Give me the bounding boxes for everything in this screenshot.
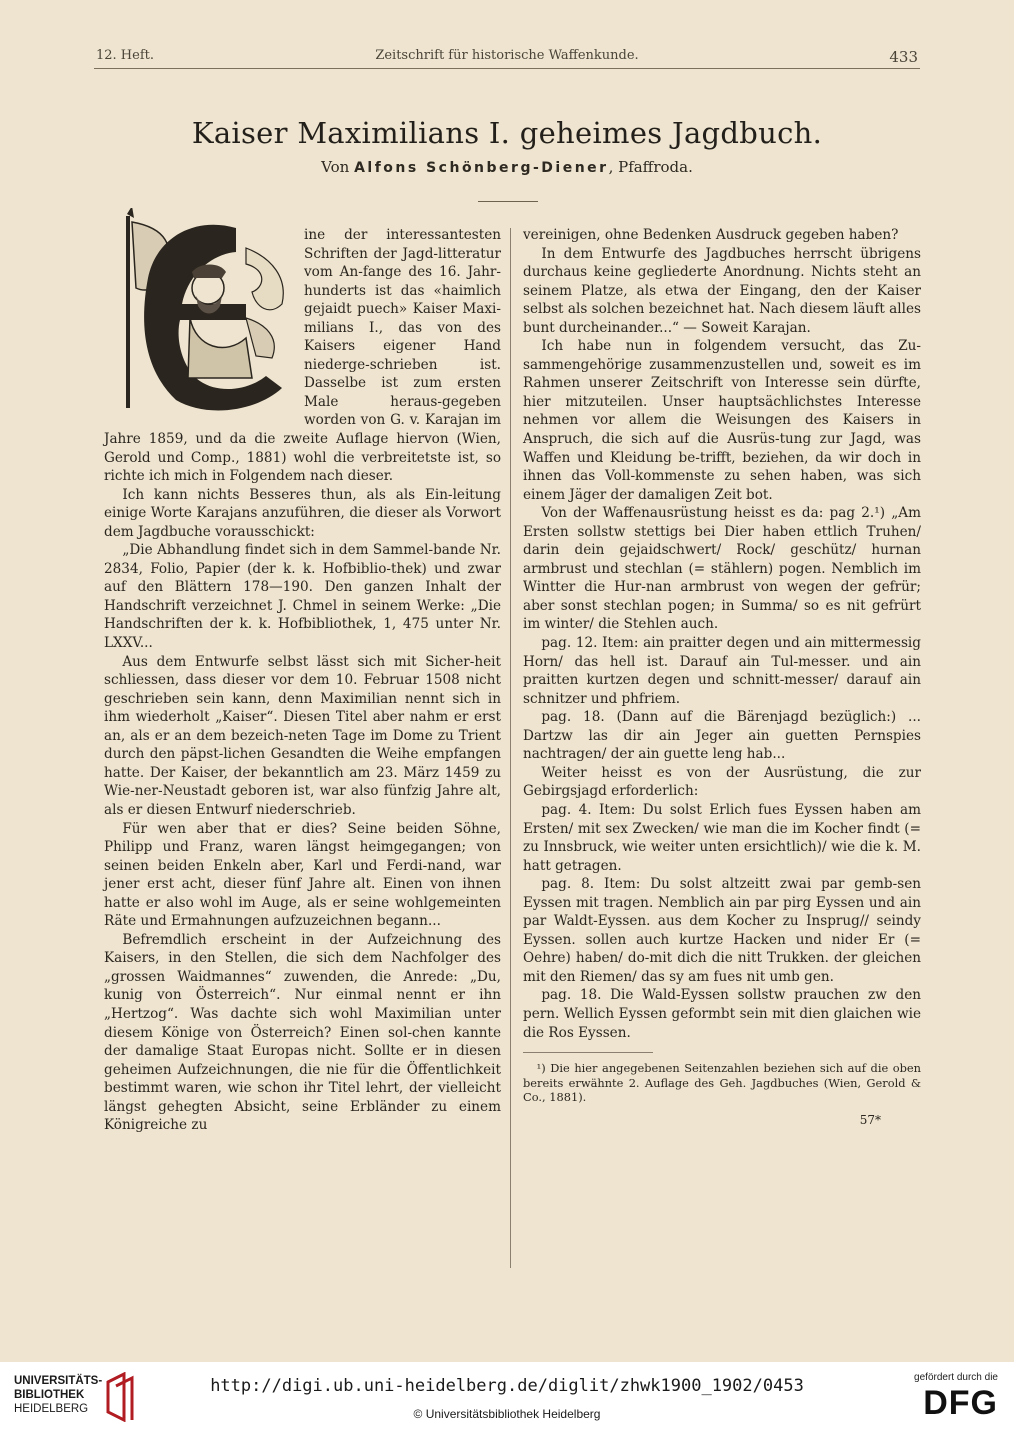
paragraph: pag. 18. Die Wald-Eyssen sollstw prauchen zw den pern. Wellich Eyssen geformbt sein mit dien glaichen wie die Ros Eyssen. [523,987,921,1041]
library-name-line1: UNIVERSITÄTS- [14,1375,103,1387]
paragraph: pag. 18. (Dann auf die Bärenjagd bezüglich:) ... Dartzw las dir ain Jeger ain guetten Pernspies nachtragen/ der ain guette leng hab... [523,709,921,763]
issue-label: 12. Heft. [96,48,155,63]
header-rule [94,68,920,69]
paragraph: Aus dem Entwurfe selbst lässt sich mit Sicher-heit schliessen, dass dieser vor dem 10. Februar 1508 nicht geschrieben sein kann, denn Maximilian nennt sich in ihm wiederholt „Kaiser“. Diesen Titel aber nahm er erst an, als er an dem bezeich-neten Tage im Dome zu Trient durch den päpst-lichen Gesandten die Weihe empfangen hatte. Der Kaiser, der bekanntlich am 23. März 1459 zu Wie-ner-Neustadt geboren ist, war also fünfzig Jahre alt, als er diesen Entwurf niederschrieb. [104,653,501,818]
article-title: Kaiser Maximilians I. geheimes Jagdbuch. [191,116,823,150]
right-column [523,226,921,1129]
paragraph: Für wen aber that er dies? Seine beiden Söhne, Philipp und Franz, waren längst heimgegangen; von seinen beiden Enkeln aber, Karl und Ferdi-nand, war jener erst acht, dieser fünf Jahre alt. Einen von ihnen hatte er also wohl im Auge, als er seine wohlgemeinten Räte und Ermahnungen aufzuzeichnen begann... [104,820,501,930]
paragraph: Ich habe nun in folgendem versucht, das Zu-sammengehörige zusammenzustellen und, soweit es im Rahmen unserer Zeitschrift von Interesse sein dürfte, hier mitzuteilen. Unser hauptsächlichstes Interesse nehmen vor allem die Weisungen des Kaisers in Anspruch, die sich auf die Ausrüs-tung zur Jagd, was Waffen und Kleidung be-trifft, beziehen, da wir doch in ihnen das Voll-kommenste zu sehen haben, was sich einem Jäger der damaligen Zeit bot. [523,338,921,503]
paragraph: pag. 12. Item: ain praitter degen und ain mittermessig Horn/ das hell ist. Darauf ain Tul-messer. und ain praitten kurtzen degen und schnitt-messer/ darauf ain schnitzer und phfriem. [523,635,921,707]
dfg-logo[interactable]: DFG [923,1384,998,1422]
decorated-initial-e-illustration [96,208,294,414]
left-column [104,226,501,1135]
funder-note: gefördert durch die [914,1372,998,1383]
paragraph: In dem Entwurfe des Jagdbuches herrscht übrigens durchaus keine gegliederte Anordnung. Nichts steht an seinem Platze, als etwa der Eingang, den der Kaiser selbst als solchen bezeichnet hat. Nach diesem läuft alles bunt durcheinander...“ — Soweit Karajan. [523,245,921,336]
knight-initial-icon [96,208,294,414]
library-name-line2: BIBLIOTHEK [14,1389,85,1401]
page-number: 433 [889,48,918,66]
paragraph: Befremdlich erscheint in der Aufzeichnung des Kaisers, in den Stellen, die sich dem Nachfolger des „grossen Waidmannes“ zuwenden, die Anrede: „Du, kunig von Österreich“. Nur einmal nennt er ihn „Hertzog“. Was dachte sich wohl Maximilian unter diesem Könige von Österreich? Einen sol-chen kannte der damalige Staat Europas nicht. Sollte er in diesen geheimen Aufzeichnungen, die nie für die Öffentlichkeit bestimmt waren, wie schon ihr Titel lehrt, der vielleicht längst gehegten Absicht, seine Erbländer zu einem Königreiche zu [104,931,501,1134]
permalink-url[interactable]: http://digi.ub.uni-heidelberg.de/diglit/zhwk1900_1902/0453 [210,1376,804,1396]
paragraph: Von der Waffenausrüstung heisst es da: pag 2.¹) „Am Ersten sollstw stettigs bei Dier haben ettlich Truhen/ darin dein gejaidschwert/ Rock/ geschütz/ hurnan armbrust und stechlan (= stählern) pogen. Nemblich im Wintter die Hur-nan armbrust von wegen der gefrür; aber sonst stechlan pogen; in Summa/ so es nit gefrürt im winter/ die Stehlen auch. [523,505,921,633]
column-divider [510,228,511,1268]
byline-prefix: Von [321,158,350,176]
paragraph: ine der interessantesten Schriften der Jagd-litteratur vom An-fange des 16. Jahr-hunderts ist das «haimlich gejaidt puech» Kaiser Maxi-milians I., das von des Kaisers eigener Hand niederge-schrieben ist. Dasselbe ist zum ersten Male heraus-gegeben worden von G. v. Karajan im Jahre 1859, und da die zweite Auflage hiervon (Wien, Gerold und Comp., 1881) wohl die verbreitetste ist, so richte ich mich in Folgendem nach dieser. [104,227,501,485]
author-place: , Pfaffroda. [608,158,693,176]
paragraph: Ich kann nichts Besseres thun, als als Ein-leitung einige Worte Karajans anzuführen, die dieser als Vorwort dem Jagdbuche vorausschickt: [104,486,501,540]
paragraph: vereinigen, ohne Bedenken Ausdruck gegeben haben? [523,227,899,243]
footnote [523,1061,921,1105]
running-header [0,48,1014,70]
author-name: Alfons Schönberg-Diener [354,160,609,176]
title-divider [478,201,538,202]
footnote-text: ¹) Die hier angegebenen Seitenzahlen beziehen sich auf die oben bereits erwähnte 2. Auflage des Geh. Jagdbuches (Wien, Gerold & Co., 1881). [523,1061,921,1105]
copyright-notice: © Universitätsbibliothek Heidelberg [413,1407,601,1421]
journal-title: Zeitschrift für historische Waffenkunde. [375,48,639,63]
paragraph: pag. 8. Item: Du solst altzeitt zwai par gemb-sen Eyssen mit tragen. Nemblich ain par pirg Eyssen und ain par Waldt-Eyssen. aus dem Kocher zu Insprug// seindy Eyssen. sollen auch kurtze Hacken und nider Er (= Oehre) haben/ do-mit dich die nitt Trukken. der gleichen mit den Riemen/ das sy am fues nit umb gen. [523,876,921,985]
paragraph: Weiter heisst es von der Ausrüstung, die zur Gebirgsjagd erforderlich: [523,764,921,800]
sheet-signature: 57* [859,1112,881,1127]
paragraph: pag. 4. Item: Du solst Erlich fues Eyssen haben am Ersten/ mit sex Zwecken/ wie man die im Kocher findt (= zu Innsbruck, wie weiter unten ersichtlich)/ wie die k. M. hatt getragen. [523,801,921,874]
viewer-footer [0,1362,1014,1433]
footnote-rule [523,1052,653,1061]
library-name-line3: HEIDELBERG [14,1403,89,1415]
paragraph: „Die Abhandlung findet sich in dem Sammel-bande Nr. 2834, Folio, Papier (der k. k. Hofbiblio-thek) und zwar auf den Blättern 178—190. Den ganzen Inhalt der Handschrift verzeichnet J. Chmel in seinem Werke: „Die Handschriften der k. k. Hofbibliothek, 1, 475 unter Nr. LXXV... [104,542,501,652]
byline [0,158,1014,176]
